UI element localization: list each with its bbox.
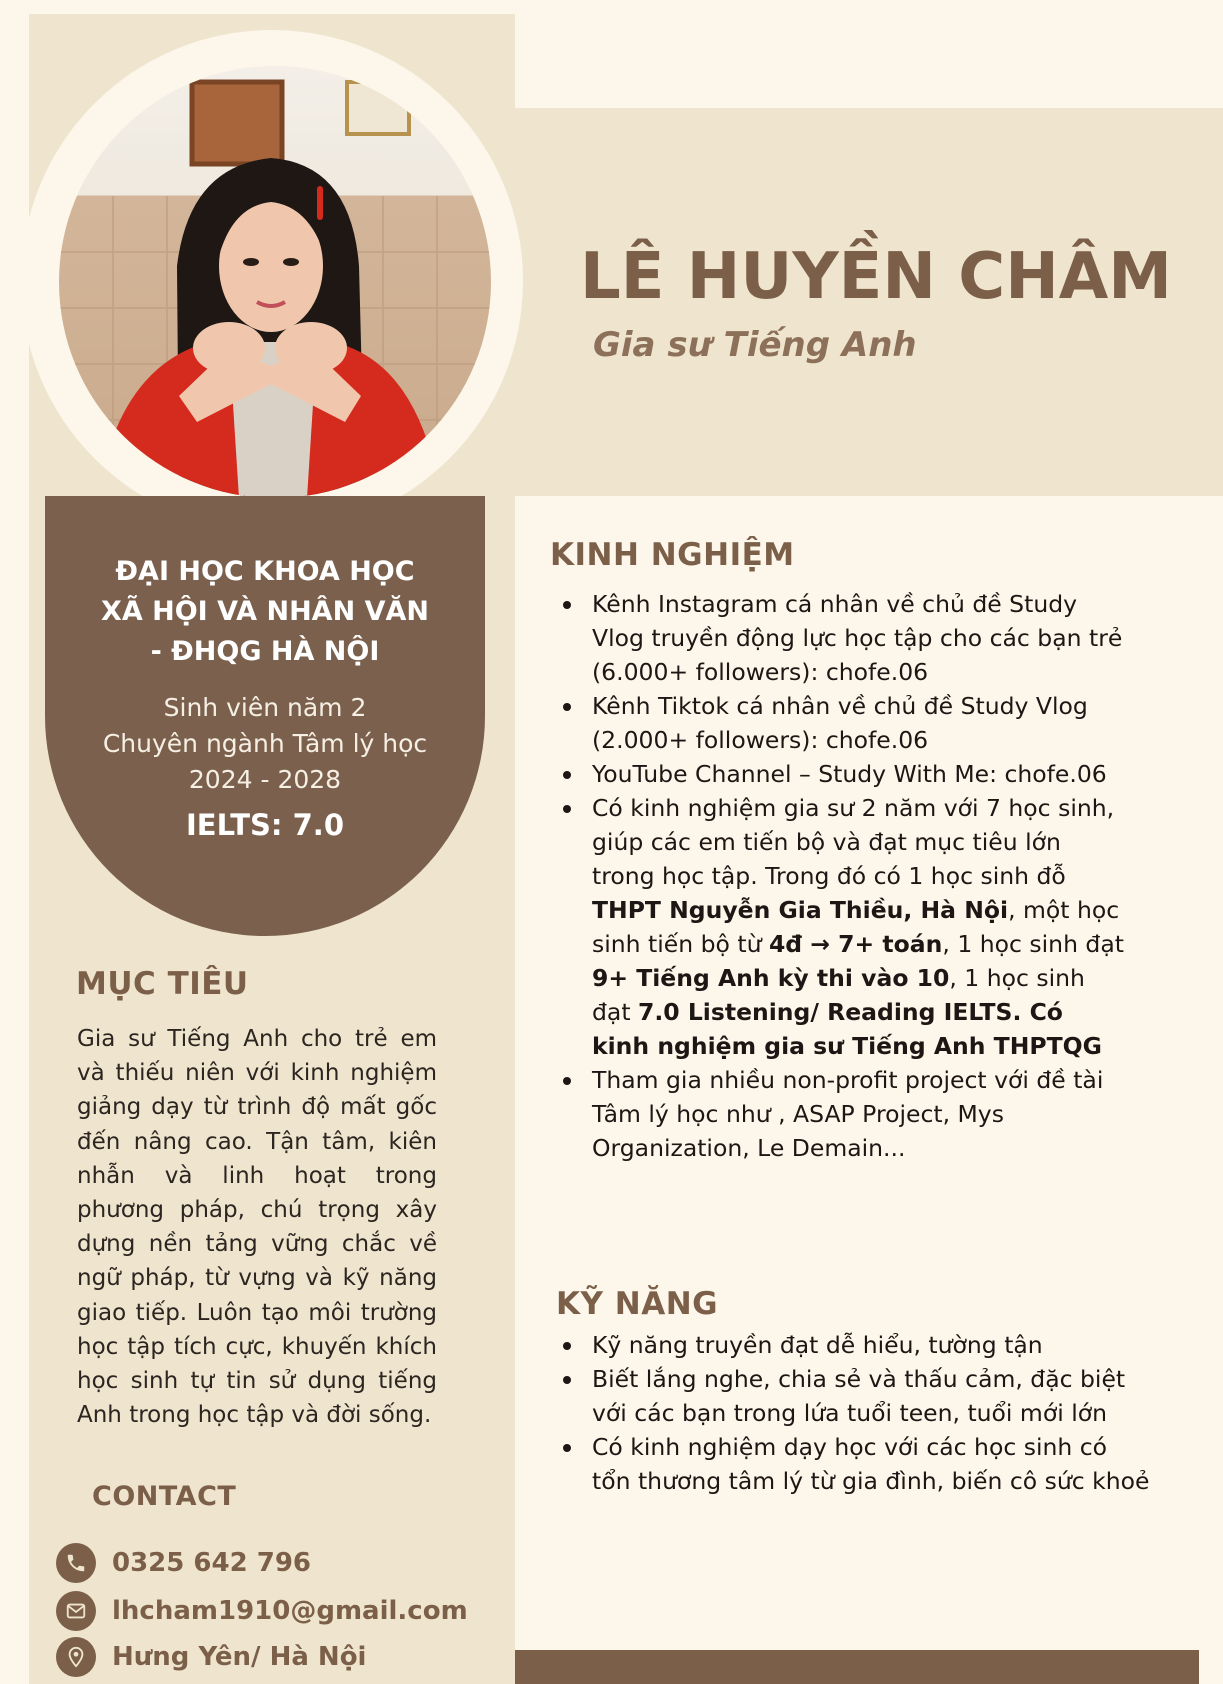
experience-text: , 1 học sinh đạt xyxy=(942,930,1124,958)
objective-text: Gia sư Tiếng Anh cho trẻ em và thiếu niên với kinh nghiệm giảng dạy từ trình độ mất gốc đến nâng cao. Tận tâm, kiên nhẫn và linh hoạt trong phương pháp, chú trọng xây dựng nền tảng vững chắc về ngữ pháp, từ vựng và kỹ năng giao tiếp. Luôn tạo môi trường học tập tích cực, khuyến khích học sinh tự tin sử dụng tiếng Anh trong học tập và đời sống. xyxy=(77,1026,437,1429)
experience-heading: KINH NGHIỆM xyxy=(550,537,795,573)
university-name-line: - ĐHQG HÀ NỘI xyxy=(150,636,380,667)
university-name xyxy=(75,552,455,672)
job-title: Gia sư Tiếng Anh xyxy=(593,325,917,365)
experience-list xyxy=(552,587,1124,1165)
mail-icon xyxy=(56,1591,96,1631)
location-pin-icon xyxy=(56,1637,96,1677)
list-item: Tham gia nhiều non-profit project với đề tài Tâm lý học như , ASAP Project, Mys Organization, Le Demain... xyxy=(552,1063,1124,1165)
contact-heading: CONTACT xyxy=(92,1481,237,1512)
experience-text: , một học sinh tiến bộ từ xyxy=(592,896,1120,958)
education-panel xyxy=(45,496,485,936)
university-name-line: XÃ HỘI VÀ NHÂN VĂN xyxy=(101,596,429,627)
contact-email xyxy=(56,1590,468,1632)
list-item: Kênh Instagram cá nhân về chủ đề Study Vlog truyền động lực học tập cho các bạn trẻ (6.000+ followers): chofe.06 xyxy=(552,587,1124,689)
bottom-accent-bar xyxy=(515,1650,1199,1684)
experience-highlight: THPT Nguyễn Gia Thiều, Hà Nội xyxy=(592,896,1009,924)
contact-phone xyxy=(56,1542,311,1584)
list-item: YouTube Channel – Study With Me: chofe.06 xyxy=(552,757,1124,791)
university-name-line: ĐẠI HỌC KHOA HỌC xyxy=(115,556,415,587)
person-name: LÊ HUYỀN CHÂM xyxy=(580,240,1172,314)
major: Chuyên ngành Tâm lý học xyxy=(102,729,428,758)
experience-text: , 1 học sinh đạt xyxy=(592,964,1085,1026)
year-of-study: Sinh viên năm 2 xyxy=(163,693,367,722)
portrait-illustration xyxy=(59,66,491,498)
experience-highlight: 4đ → 7+ toán xyxy=(768,930,943,958)
phone-number: 0325 642 796 xyxy=(112,1548,312,1578)
email-address: lhcham1910@gmail.com xyxy=(112,1596,468,1626)
list-item xyxy=(552,791,1124,1063)
list-item: Có kinh nghiệm dạy học với các học sinh có tổn thương tâm lý từ gia đình, biến cô sức khoẻ xyxy=(552,1430,1152,1498)
phone-icon xyxy=(56,1543,96,1583)
list-item: Kỹ năng truyền đạt dễ hiểu, tường tận xyxy=(552,1328,1152,1362)
ielts-score: IELTS: 7.0 xyxy=(185,808,344,842)
list-item: Biết lắng nghe, chia sẻ và thấu cảm, đặc biệt với các bạn trong lứa tuổi teen, tuổi mới lớn xyxy=(552,1362,1152,1430)
study-period: 2024 - 2028 xyxy=(188,765,342,794)
skills-heading: KỸ NĂNG xyxy=(556,1286,719,1322)
education-details xyxy=(65,690,465,798)
skills-list xyxy=(552,1328,1152,1498)
profile-photo xyxy=(59,66,491,498)
location: Hưng Yên/ Hà Nội xyxy=(112,1642,367,1672)
contact-location xyxy=(56,1636,366,1678)
experience-highlight: 7.0 Listening/ Reading IELTS. Có kinh nghiệm gia sư Tiếng Anh THPTQG xyxy=(592,998,1102,1060)
experience-text: Có kinh nghiệm gia sư 2 năm với 7 học sinh, giúp các em tiến bộ và đạt mục tiêu lớn trong học tập. Trong đó có 1 học sinh đỗ xyxy=(592,794,1115,890)
list-item: Kênh Tiktok cá nhân về chủ đề Study Vlog (2.000+ followers): chofe.06 xyxy=(552,689,1124,757)
experience-highlight: 9+ Tiếng Anh kỳ thi vào 10 xyxy=(592,964,950,992)
objective-heading: MỤC TIÊU xyxy=(76,966,249,1002)
